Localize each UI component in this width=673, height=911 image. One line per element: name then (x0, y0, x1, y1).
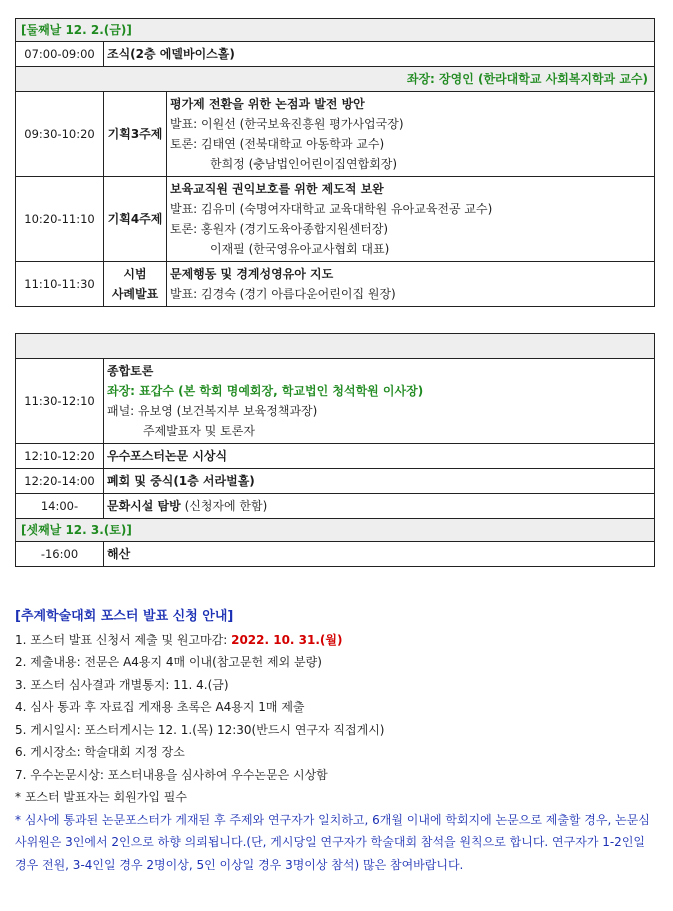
notice-item: 2. 제출내용: 전문은 A4용지 4매 이내(참고문헌 제외 분량) (15, 655, 322, 669)
notice-item (15, 629, 660, 652)
discussion-panel: 패널: 유보영 (보건복지부 보육정책과장) (107, 404, 318, 418)
discussion-time: 11:30-12:10 (16, 359, 104, 444)
case-category-line1: 시범 (123, 267, 147, 281)
day3-header-row (16, 519, 655, 542)
session-category: 기획4주제 (104, 177, 167, 262)
session-discussant: 이재필 (한국영유아교사협회 대표) (210, 242, 390, 256)
review-footnote: * 심사에 통과된 논문포스터가 게재된 후 주제와 연구자가 일치하고, 6개월 이내에 학회지에 논문으로 제출할 경우, 논문심사위원은 3인에서 2인으로 하향 의뢰됩니다.(단, 게시당일 연구자가 학술대회 참석을 원칙으로 합니다. 연구자가 1-2인일 경우 전원, 3-4인일 경우 2명이상, 5인 이상일 경우 3명이상 참석) 많은 참여바랍니다. (15, 812, 650, 872)
notice-title: [추계학술대회 포스터 발표 신청 안내] (15, 609, 234, 624)
award-row (16, 444, 655, 469)
discussion-title: 종합토론 (107, 364, 154, 378)
chair-row (16, 67, 655, 92)
session-discussant: 토론: 김태연 (전북대학교 아동학과 교수) (170, 137, 385, 151)
session-row (16, 92, 655, 177)
notice-item: 7. 우수논문시상: 포스터내용을 심사하여 우수논문은 시상함 (15, 767, 328, 782)
culture-time: 14:00- (16, 494, 104, 519)
notice-item: 6. 게시장소: 학술대회 지정 장소 (15, 745, 185, 759)
grey-band (16, 334, 655, 359)
dismiss-time: -16:00 (16, 542, 104, 567)
session-discussant: 한희정 (충남법인어린이집연합회장) (210, 157, 398, 171)
discussion-panel-extra: 주제발표자 및 토론자 (143, 424, 255, 438)
session-presenter: 발표: 이원선 (한국보육진흥원 평가사업국장) (170, 117, 404, 131)
culture-row (16, 494, 655, 519)
session-presenter: 발표: 김유미 (숙명여자대학교 교육대학원 유아교육전공 교수) (170, 202, 493, 216)
culture-title: 문화시설 탐방 (107, 499, 181, 513)
case-category (104, 262, 167, 307)
session-time: 10:20-11:10 (16, 177, 104, 262)
discussion-row (16, 359, 655, 444)
breakfast-time: 07:00-09:00 (16, 42, 104, 67)
case-detail (167, 262, 655, 307)
day3-header: [셋째날 12. 3.(토)] (16, 519, 655, 542)
case-presenter: 발표: 김경숙 (경기 아름다운어린이집 원장) (170, 287, 396, 301)
day2-header: [둘째날 12. 2.(금)] (16, 19, 655, 42)
membership-note: * 포스터 발표자는 회원가입 필수 (15, 790, 187, 804)
grey-row (16, 334, 655, 359)
discussion-detail (104, 359, 655, 444)
award-time: 12:10-12:20 (16, 444, 104, 469)
breakfast-row (16, 42, 655, 67)
session-chair: 좌장: 장영인 (한라대학교 사회복지학과 교수) (16, 67, 655, 92)
notice-item: 3. 포스터 심사결과 개별통지: 11. 4.(금) (15, 677, 229, 692)
session-category: 기획3주제 (104, 92, 167, 177)
day2-header-row (16, 19, 655, 42)
culture-note: (신청자에 한함) (184, 499, 268, 513)
closing-row (16, 469, 655, 494)
session-title: 평가제 전환을 위한 논점과 발전 방안 (170, 97, 365, 111)
notice-item: 4. 심사 통과 후 자료집 게재용 초록은 A4용지 1매 제출 (15, 700, 305, 714)
notice-item-label: 1. 포스터 발표 신청서 제출 및 원고마감: (15, 632, 228, 647)
closing-time: 12:20-14:00 (16, 469, 104, 494)
spacer-row (16, 307, 655, 334)
session-detail (167, 177, 655, 262)
poster-notice (15, 606, 660, 876)
session-detail (167, 92, 655, 177)
session-discussant: 토론: 홍원자 (경기도육아종합지원센터장) (170, 222, 389, 236)
session-time: 09:30-10:20 (16, 92, 104, 177)
case-category-line2: 사례발표 (111, 287, 159, 301)
notice-item: 5. 게시일시: 포스터게시는 12. 1.(목) 12:30(반드시 연구자 직접게시) (15, 722, 385, 737)
schedule-table (15, 18, 655, 567)
case-title: 문제행동 및 경계성영유아 지도 (170, 267, 334, 281)
case-presentation-row (16, 262, 655, 307)
culture-detail (104, 494, 655, 519)
case-time: 11:10-11:30 (16, 262, 104, 307)
breakfast-title: 조식(2층 에델바이스홀) (104, 42, 655, 67)
dismiss-title: 해산 (104, 542, 655, 567)
dismiss-row (16, 542, 655, 567)
program-schedule (15, 18, 655, 567)
closing-title: 폐회 및 중식(1층 서라벌홀) (104, 469, 655, 494)
deadline-date: 2022. 10. 31.(월) (231, 632, 343, 647)
discussion-chair: 좌장: 표갑수 (본 학회 명예회장, 학교법인 청석학원 이사장) (107, 384, 424, 398)
session-row (16, 177, 655, 262)
spacer (16, 307, 655, 334)
session-title: 보육교직원 권익보호를 위한 제도적 보완 (170, 182, 384, 196)
award-title: 우수포스터논문 시상식 (104, 444, 655, 469)
